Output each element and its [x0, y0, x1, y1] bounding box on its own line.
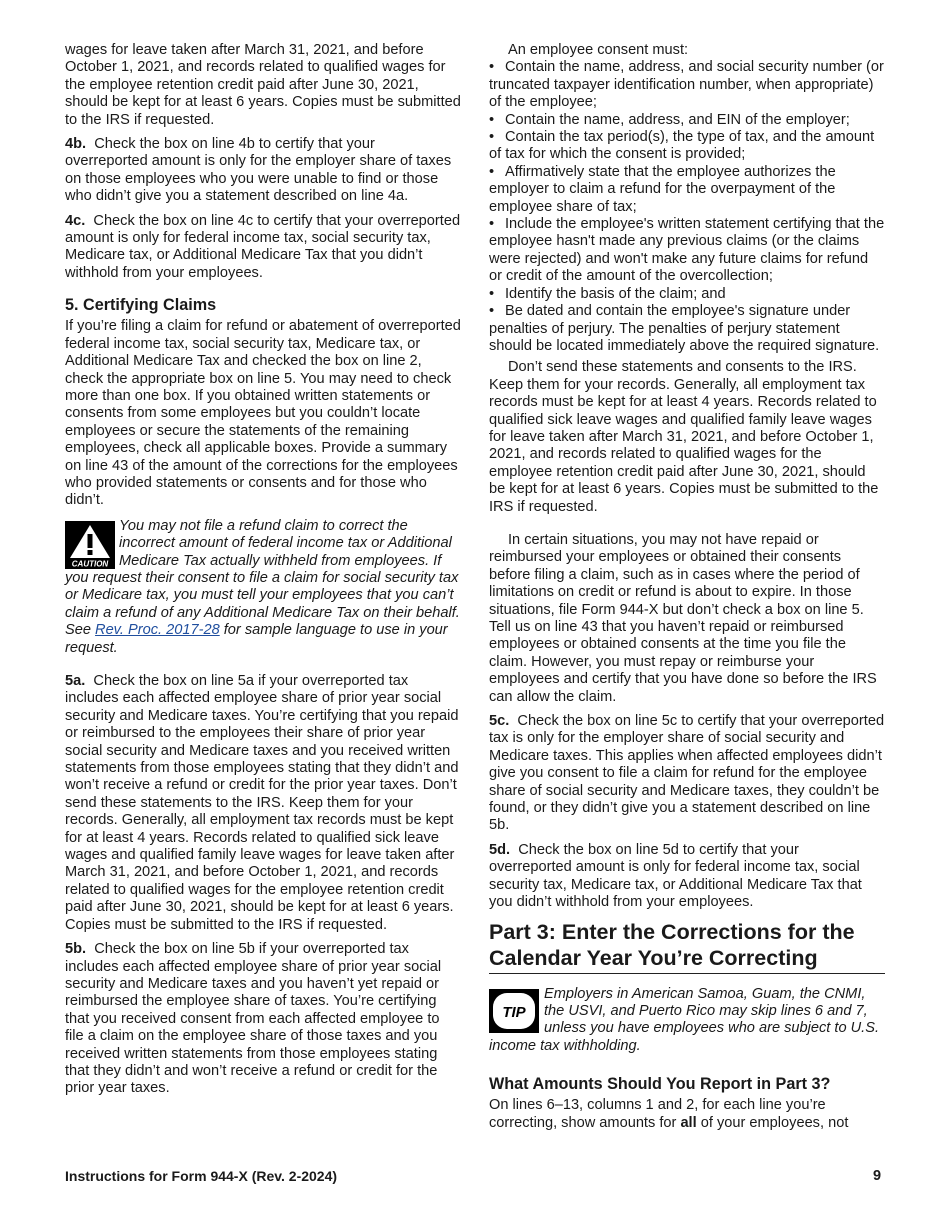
text-4b: Check the box on line 4b to certify that your overreported amount is only for the employer share of taxes on those employees who you were unable to find or those who didn’t give you a statement described on line 4a.	[65, 136, 452, 205]
bullet-item: • Be dated and contain the employee's signature under penalties of perjury. The penalties of perjury statement should be located immediately above the required signature.	[489, 303, 880, 354]
label-5a: 5a.	[65, 673, 86, 689]
label-5b: 5b.	[65, 941, 87, 958]
paragraph-5c	[489, 713, 885, 835]
bullet-item: • Affirmatively state that the employee authorizes the employer to claim a refund for the overpayment of the employee share of tax;	[489, 163, 836, 215]
tip-text: Employers in American Samoa, Guam, the CNMI, the USVI, and Puerto Rico may skip lines 6 and 7, unless you have employees who are subject to U.S. income tax withholding.	[489, 985, 880, 1054]
rev-proc-link[interactable]: Rev. Proc. 2017-28	[95, 622, 220, 639]
heading-certifying-claims: 5. Certifying Claims	[65, 296, 217, 315]
label-5d: 5d.	[489, 841, 511, 858]
paragraph-5d	[489, 842, 885, 912]
paragraph-5-intro: If you’re filing a claim for refund or abatement of overreported federal income tax, social security tax, Medicare tax, or Additional Medicare Tax and checked the box on line 2, check the appropriate box on line 5. You may need to check more than one box. If you obtained written statements or consents from some employees but you couldn’t locate employees or secure the statements of the remaining employees, check all applicable boxes. Provide a summary on line 43 of the amount of the corrections for the employees who provided statements or consents and for those who didn’t.	[65, 318, 461, 509]
bullet-item: • Include the employee's written statement certifying that the employee hasn't made any previous claims (or the claims were rejected) and won't make any future claims for refund or credit of the amount of the overcollection;	[489, 216, 885, 285]
paragraph-situations: In certain situations, you may not have repaid or reimbursed your employees or obtained their consents before filing a claim, such as in cases where the period of limitations on credit or refund is about to expire. In those situations, file Form 944-X but don’t check a box on line 5. Tell us on line 43 that you haven’t repaid or reimbursed employees or obtained consents at the time you file the claim. However, you must repay or reimburse your employees and certify that you have done so before the IRS can allow the claim.	[489, 531, 877, 705]
bullet-icon: •	[489, 303, 495, 320]
paragraph-5a	[65, 673, 461, 934]
caution-icon	[65, 521, 115, 569]
bullet-item: • Contain the name, address, and social security number (or truncated taxpayer identification number, when appropriate) of the employee;	[489, 59, 884, 111]
bullet-item: • Identify the basis of the claim; and	[489, 285, 726, 302]
paragraph-5b	[65, 941, 461, 1098]
caution-text: You may not file a refund claim to correct the incorrect amount of federal income tax or Additional Medicare Tax actually withheld from employees. If you request their consent to file a claim for social security tax or Medicare tax, you must tell your employees that you can’t claim a refund of any Additional Medicare Tax on their behalf. See	[65, 517, 460, 639]
text-5b: Check the box on line 5b if your overreported tax includes each affected employee share of prior year social security and Medicare taxes and you haven’t yet repaid or reimbursed the employee share of taxes. You’re certifying that you received consent from each affected employee to file a claim on the employee share of those taxes and you received written statements from those employees stating that they didn’t and won’t receive a refund or credit for the prior year taxes.	[65, 941, 442, 1097]
label-5c: 5c.	[489, 713, 510, 730]
bullet-icon: •	[489, 163, 495, 180]
tip-icon	[489, 989, 539, 1033]
text-5d: Check the box on line 5d to certify that your overreported amount is only for federal income tax, social security tax, Medicare tax, or Additional Medicare Tax that you didn’t withhold from your employees.	[489, 841, 862, 911]
caution-icon-label: CAUTION	[71, 559, 109, 569]
paragraph-dont-send: Don’t send these statements and consents to the IRS. Keep them for your records. Generally, all employment tax records must be kept for at least 4 years. Records related to qualified sick leave wages and qualified family leave wages for leave taken after March 31, 2021, and before October 1, 2021, and records related to qualified wages for the employee retention credit paid after June 30, 2021, should be kept for at least 6 years. Copies must be submitted to the IRS if requested.	[489, 359, 879, 515]
bullet-icon: •	[489, 285, 495, 302]
consent-intro: An employee consent must:	[508, 42, 689, 58]
paragraph-lines: On lines 6–13, columns 1 and 2, for each line you’re correcting, show amounts for all of your employees, not	[489, 1097, 849, 1131]
tip-note	[489, 986, 885, 1056]
label-4b: 4b.	[65, 136, 87, 153]
bullet-icon: •	[489, 111, 495, 128]
part3-heading: Part 3: Enter the Corrections for the Calendar Year You’re Correcting	[489, 919, 885, 974]
text-5c: Check the box on line 5c to certify that your overreported tax is only for the employer share of social security and Medicare taxes. This applies when affected employees didn’t give you consent to file a claim for refund for the employee share of social security and Medicare taxes, they couldn’t be found, or they didn’t give you a statement described on line 5b.	[489, 713, 885, 834]
text-5a: Check the box on line 5a if your overreported tax includes each affected employee share of prior year social security and Medicare taxes. You’re certifying that you repaid or reimbursed to the employees their share of prior year social security and Medicare taxes and you received written statements from those employees stating that they didn’t and won’t receive a refund or credit for the prior year taxes. Don’t send these statements to the IRS. Keep them for your records. Generally, all employment tax records must be kept for at least 4 years. Records related to qualified sick leave wages and qualified family leave wages for leave taken after March 31, 2021, and before October 1, 2021, and records related to qualified wages for the employee retention credit paid after June 30, 2021, should be kept for at least 6 years. Copies must be submitted to the IRS if requested.	[65, 673, 459, 933]
footer-form-title: Instructions for Form 944-X (Rev. 2-2024)	[65, 1168, 338, 1184]
paragraph-4c	[65, 213, 461, 283]
tip-icon-label: TIP	[502, 1003, 526, 1021]
label-4c: 4c.	[65, 212, 86, 229]
paragraph-continued: wages for leave taken after March 31, 2021, and before October 1, 2021, and records related to qualified wages for the employee retention credit paid after June 30, 2021, should be kept for at least 6 years. Copies must be submitted to the IRS if requested.	[65, 42, 461, 128]
bullet-icon: •	[489, 216, 495, 233]
page-number: 9	[873, 1168, 882, 1184]
emphasis-all: all	[680, 1114, 697, 1131]
text-4c: Check the box on line 4c to certify that your overreported amount is only for federal income tax, social security tax, Medicare tax, or Additional Medicare Tax that you didn’t withhold from your employees.	[65, 212, 461, 281]
bullet-item: • Contain the name, address, and EIN of the employer;	[489, 111, 850, 128]
right-column	[489, 42, 885, 1139]
caution-tail: for sample language to use in your request.	[65, 622, 448, 656]
bullet-icon: •	[489, 59, 495, 76]
paragraph-4b	[65, 136, 461, 206]
caution-note	[65, 518, 461, 657]
left-column	[65, 42, 461, 1105]
bullet-icon: •	[489, 129, 495, 146]
bullet-item: • Contain the tax period(s), the type of tax, and the amount of tax for which the consent is provided;	[489, 129, 875, 163]
what-amounts-heading: What Amounts Should You Report in Part 3?	[489, 1075, 831, 1094]
